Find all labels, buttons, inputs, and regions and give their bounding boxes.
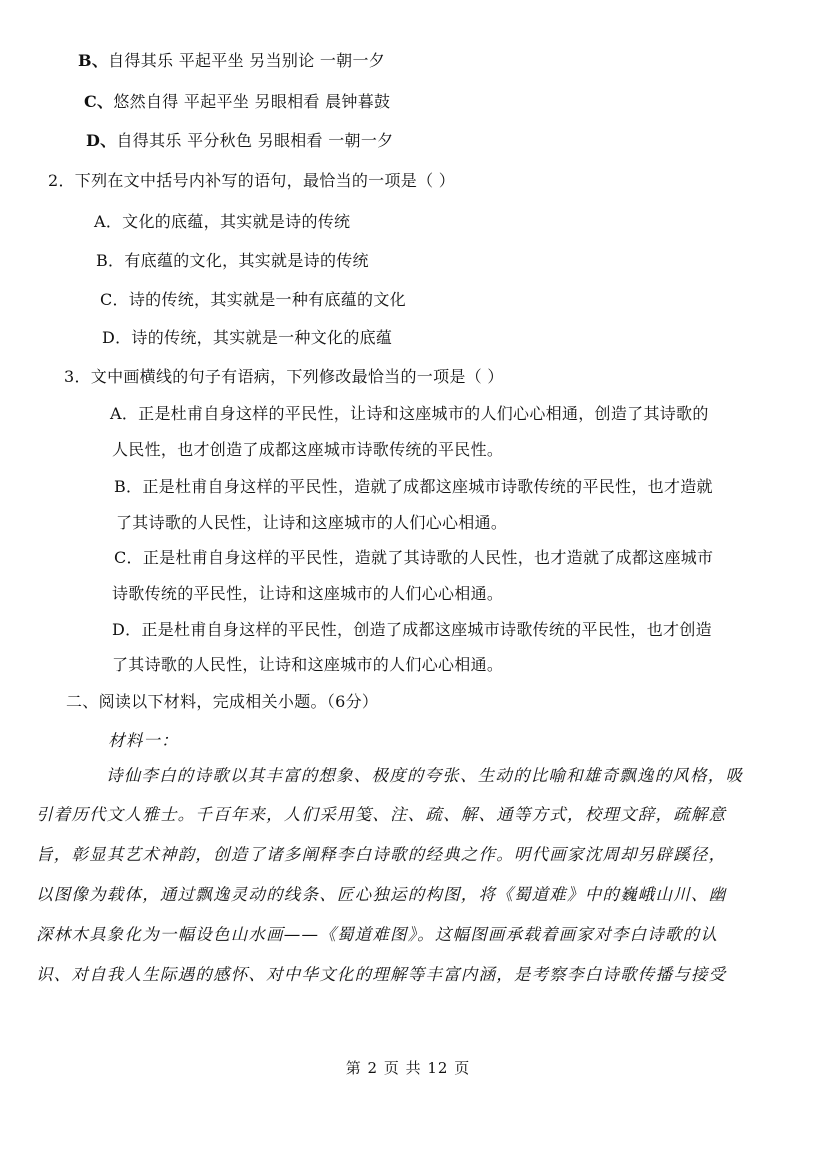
q1-option-b	[78, 51, 385, 71]
q1-option-b-text: 自得其乐 平起平坐 另当别论 一朝一夕	[108, 51, 386, 70]
q2-option-c: C．诗的传统，其实就是一种有底蕴的文化	[100, 290, 406, 309]
q3-stem: 3．文中画横线的句子有语病，下列修改最恰当的一项是（ ）	[64, 367, 504, 386]
q3-option-d-line2: 了其诗歌的人民性，让诗和这座城市的人们心心相通。	[112, 655, 504, 674]
q3-option-b-line2: 了其诗歌的人民性，让诗和这座城市的人们心心相通。	[116, 513, 508, 532]
q1-option-c	[84, 92, 390, 112]
page-number-footer: 第 2 页 共 12 页	[345, 1059, 471, 1077]
q3-option-c-line1: C．正是杜甫自身这样的平民性，造就了其诗歌的人民性，也才造就了成都这座城市	[114, 548, 714, 567]
q3-option-c-line2: 诗歌传统的平民性，让诗和这座城市的人们心心相通。	[112, 584, 504, 603]
q1-option-d	[86, 131, 393, 151]
passage-line-5: 深林木具象化为一幅设色山水画——《蜀道难图》。这幅图画承载着画家对李白诗歌的认	[36, 925, 719, 944]
q1-option-d-text: 自得其乐 平分秋色 另眼相看 一朝一夕	[116, 131, 394, 150]
passage-line-2: 引着历代文人雅士。千百年来，人们采用笺、注、疏、解、通等方式，校理文辞，疏解意	[36, 805, 727, 824]
q1-option-c-label: C、	[84, 92, 114, 111]
q1-option-c-text: 悠然自得 平起平坐 另眼相看 晨钟暮鼓	[113, 92, 391, 111]
passage-line-1: 诗仙李白的诗歌以其丰富的想象、极度的夸张、生动的比喻和雄奇飘逸的风格，吸	[106, 766, 744, 785]
passage-line-4: 以图像为载体，通过飘逸灵动的线条、匠心独运的构图，将《蜀道难》中的巍峨山川、幽	[36, 885, 727, 904]
q3-option-a-line1: A．正是杜甫自身这样的平民性，让诗和这座城市的人们心心相通，创造了其诗歌的	[110, 404, 709, 423]
q2-stem: 2．下列在文中括号内补写的语句，最恰当的一项是（ ）	[48, 171, 456, 190]
passage-line-6: 识、对自我人生际遇的感怀、对中华文化的理解等丰富内涵，是考察李白诗歌传播与接受	[36, 965, 727, 984]
q2-option-b: B．有底蕴的文化，其实就是诗的传统	[96, 251, 369, 270]
passage-line-3: 旨，彰显其艺术神韵，创造了诸多阐释李白诗歌的经典之作。明代画家沈周却另辟蹊径，	[36, 845, 727, 864]
q3-option-b-line1: B．正是杜甫自身这样的平民性，造就了成都这座城市诗歌传统的平民性，也才造就	[114, 477, 713, 496]
material-one-label: 材料一：	[108, 731, 179, 750]
q2-option-a: A．文化的底蕴，其实就是诗的传统	[94, 212, 351, 231]
q1-option-b-label: B、	[78, 51, 109, 70]
q2-option-d: D．诗的传统，其实就是一种文化的底蕴	[102, 328, 393, 347]
q3-option-a-line2: 人民性，也才创造了成都这座城市诗歌传统的平民性。	[112, 440, 504, 459]
q1-option-d-label: D、	[86, 131, 117, 150]
section2-heading: 二、阅读以下材料，完成相关小题。（6分）	[66, 692, 379, 711]
q3-option-d-line1: D．正是杜甫自身这样的平民性，创造了成都这座城市诗歌传统的平民性，也才创造	[112, 620, 712, 639]
